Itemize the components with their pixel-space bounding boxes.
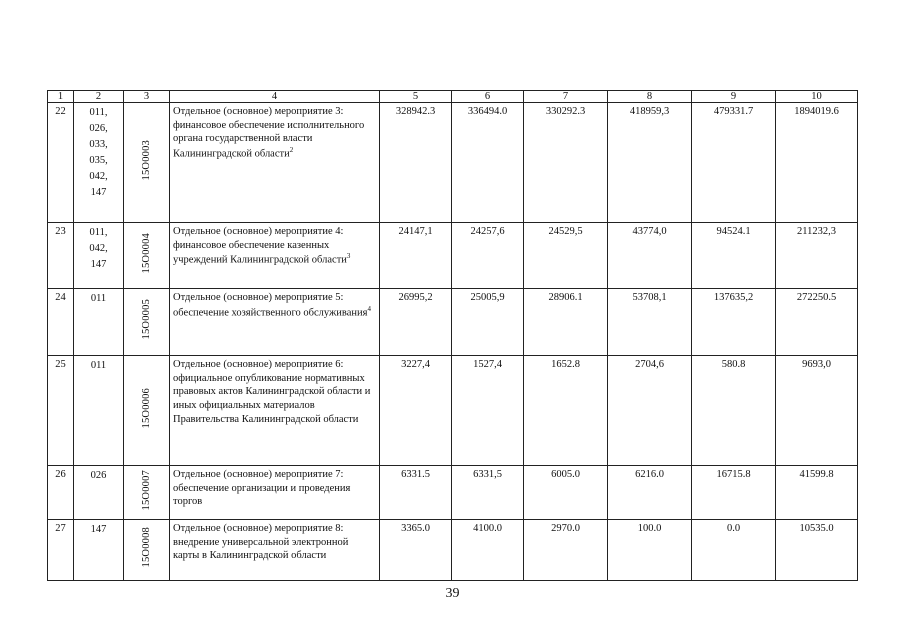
value-cell: 94524.1 bbox=[692, 223, 776, 289]
budget-codes bbox=[74, 103, 124, 223]
program-code-cell bbox=[124, 289, 170, 356]
row-number: 23 bbox=[48, 223, 74, 289]
program-code-cell bbox=[124, 520, 170, 581]
program-code: 15O0006 bbox=[140, 387, 152, 429]
value-cell: 1894019.6 bbox=[776, 103, 858, 223]
value-cell: 3227,4 bbox=[380, 356, 452, 466]
program-code: 15O0008 bbox=[140, 527, 152, 568]
budget-code: 147 bbox=[90, 187, 107, 198]
description-text: Отдельное (основное) мероприятие 4: финансовое обеспечение казенных учреждений Калининградской области bbox=[173, 226, 347, 266]
activity-description bbox=[170, 103, 380, 223]
value-cell: 0.0 bbox=[692, 520, 776, 581]
value-cell: 4100.0 bbox=[452, 520, 524, 581]
value-cell: 580.8 bbox=[692, 356, 776, 466]
budget-code: 042, bbox=[89, 243, 108, 254]
value-cell: 3365.0 bbox=[380, 520, 452, 581]
table-row bbox=[48, 520, 858, 581]
value-cell: 6216.0 bbox=[608, 466, 692, 520]
budget-codes bbox=[74, 289, 124, 356]
budget-code: 035, bbox=[89, 155, 108, 166]
description-text: Отдельное (основное) мероприятие 6: официальное опубликование нормативных правовых актов Калининградской области и иных официальных материалов Правительства Калининградской области bbox=[173, 359, 371, 425]
description-text: Отдельное (основное) мероприятие 5: обеспечение хозяйственного обслуживания bbox=[173, 292, 368, 319]
program-code: 15O0005 bbox=[140, 299, 152, 340]
header-cell: 2 bbox=[74, 91, 124, 103]
table-row bbox=[48, 223, 858, 289]
value-cell: 328942.3 bbox=[380, 103, 452, 223]
row-number: 24 bbox=[48, 289, 74, 356]
header-row bbox=[48, 91, 858, 103]
activity-description bbox=[170, 466, 380, 520]
value-cell: 336494.0 bbox=[452, 103, 524, 223]
program-code: 15O0003 bbox=[140, 139, 152, 181]
budget-code: 147 bbox=[90, 524, 107, 535]
value-cell: 330292.3 bbox=[524, 103, 608, 223]
description-text: Отдельное (основное) мероприятие 3: финансовое обеспечение исполнительного органа государственной власти Калининградской области bbox=[173, 106, 365, 160]
header-cell: 4 bbox=[170, 91, 380, 103]
budget-code: 011, bbox=[89, 107, 108, 118]
budget-codes bbox=[74, 356, 124, 466]
value-cell: 6331,5 bbox=[452, 466, 524, 520]
budget-table bbox=[47, 90, 858, 581]
header-cell: 5 bbox=[380, 91, 452, 103]
description-text: Отдельное (основное) мероприятие 8: внедрение универсальной электронной карты в Калининградской области bbox=[173, 523, 349, 562]
budget-codes bbox=[74, 520, 124, 581]
program-code-cell bbox=[124, 223, 170, 289]
activity-description bbox=[170, 289, 380, 356]
footnote-mark: 3 bbox=[346, 252, 351, 261]
value-cell: 24147,1 bbox=[380, 223, 452, 289]
budget-code: 011, bbox=[89, 227, 108, 238]
activity-description bbox=[170, 223, 380, 289]
row-number: 22 bbox=[48, 103, 74, 223]
budget-code: 026, bbox=[89, 123, 108, 134]
row-number: 26 bbox=[48, 466, 74, 520]
value-cell: 53708,1 bbox=[608, 289, 692, 356]
value-cell: 10535.0 bbox=[776, 520, 858, 581]
description-text: Отдельное (основное) мероприятие 7: обеспечение организации и проведения торгов bbox=[173, 469, 351, 508]
value-cell: 6005.0 bbox=[524, 466, 608, 520]
value-cell: 6331.5 bbox=[380, 466, 452, 520]
budget-codes bbox=[74, 223, 124, 289]
value-cell: 28906.1 bbox=[524, 289, 608, 356]
program-code-cell bbox=[124, 103, 170, 223]
budget-codes bbox=[74, 466, 124, 520]
value-cell: 211232,3 bbox=[776, 223, 858, 289]
table-row bbox=[48, 289, 858, 356]
value-cell: 137635,2 bbox=[692, 289, 776, 356]
program-code: 15O0007 bbox=[140, 469, 152, 511]
budget-code: 026 bbox=[90, 470, 107, 481]
value-cell: 2970.0 bbox=[524, 520, 608, 581]
table-row bbox=[48, 356, 858, 466]
value-cell: 100.0 bbox=[608, 520, 692, 581]
value-cell: 1527,4 bbox=[452, 356, 524, 466]
budget-code: 042, bbox=[89, 171, 108, 182]
table-row bbox=[48, 466, 858, 520]
page-number: 39 bbox=[445, 586, 460, 601]
program-code: 15O0004 bbox=[140, 232, 152, 274]
value-cell: 24257,6 bbox=[452, 223, 524, 289]
row-number: 27 bbox=[48, 520, 74, 581]
budget-code: 147 bbox=[90, 259, 107, 270]
header-cell: 7 bbox=[524, 91, 608, 103]
value-cell: 43774,0 bbox=[608, 223, 692, 289]
budget-code: 033, bbox=[89, 139, 108, 150]
header-cell: 3 bbox=[124, 91, 170, 103]
value-cell: 2704,6 bbox=[608, 356, 692, 466]
value-cell: 16715.8 bbox=[692, 466, 776, 520]
value-cell: 479331.7 bbox=[692, 103, 776, 223]
budget-code: 011 bbox=[90, 360, 107, 371]
value-cell: 272250.5 bbox=[776, 289, 858, 356]
header-cell: 6 bbox=[452, 91, 524, 103]
header-cell: 8 bbox=[608, 91, 692, 103]
program-code-cell bbox=[124, 466, 170, 520]
header-cell: 9 bbox=[692, 91, 776, 103]
footnote-mark: 4 bbox=[367, 304, 371, 313]
activity-description bbox=[170, 520, 380, 581]
value-cell: 418959,3 bbox=[608, 103, 692, 223]
budget-code: 011 bbox=[90, 293, 107, 304]
header-cell: 10 bbox=[776, 91, 858, 103]
value-cell: 41599.8 bbox=[776, 466, 858, 520]
value-cell: 24529,5 bbox=[524, 223, 608, 289]
program-code-cell bbox=[124, 356, 170, 466]
row-number: 25 bbox=[48, 356, 74, 466]
value-cell: 25005,9 bbox=[452, 289, 524, 356]
activity-description bbox=[170, 356, 380, 466]
value-cell: 1652.8 bbox=[524, 356, 608, 466]
table-row bbox=[48, 103, 858, 223]
value-cell: 26995,2 bbox=[380, 289, 452, 356]
footnote-mark: 2 bbox=[289, 145, 294, 154]
header-cell: 1 bbox=[48, 91, 74, 103]
value-cell: 9693,0 bbox=[776, 356, 858, 466]
